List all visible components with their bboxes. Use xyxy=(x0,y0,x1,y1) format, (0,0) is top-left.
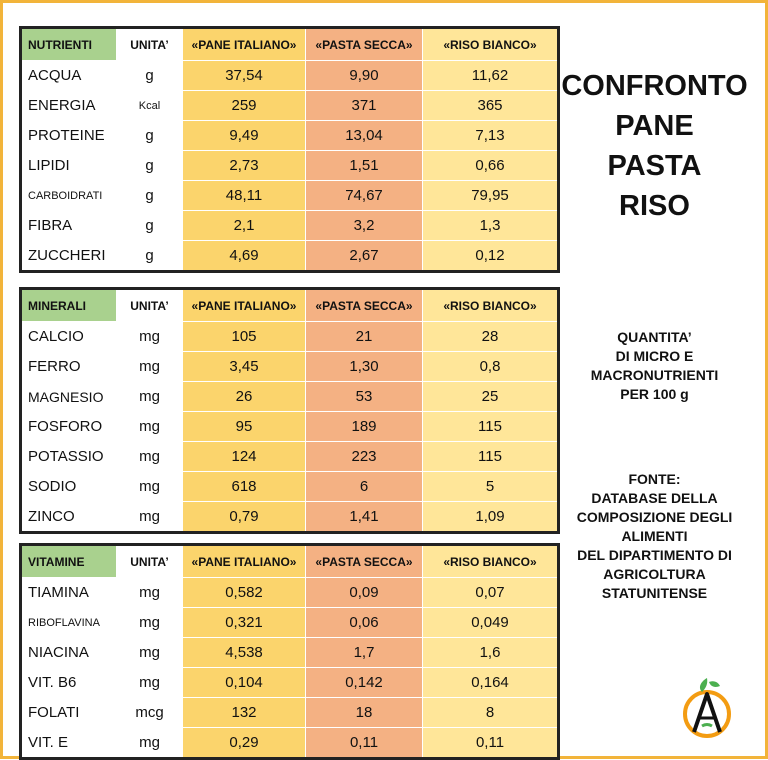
row-name: FOLATI xyxy=(21,698,117,728)
pasta-value: 9,90 xyxy=(306,61,423,91)
pane-value: 259 xyxy=(183,91,306,121)
pane-value: 124 xyxy=(183,442,306,472)
pasta-value: 13,04 xyxy=(306,121,423,151)
quantity-line: DI MICRO E xyxy=(615,348,694,364)
row-name: ZINCO xyxy=(21,502,117,533)
nutrients-table xyxy=(19,26,560,273)
pane-value: 132 xyxy=(183,698,306,728)
pane-value: 0,582 xyxy=(183,578,306,608)
unit-header: UNITA’ xyxy=(117,545,183,578)
table-row xyxy=(21,608,559,638)
riso-value: 115 xyxy=(423,442,559,472)
riso-value: 0,8 xyxy=(423,352,559,382)
pane-header: «PANE ITALIANO» xyxy=(183,545,306,578)
riso-value: 5 xyxy=(423,472,559,502)
riso-header: «RISO BIANCO» xyxy=(423,289,559,322)
pasta-value: 21 xyxy=(306,322,423,352)
pasta-value: 74,67 xyxy=(306,181,423,211)
table-row xyxy=(21,698,559,728)
letter-a-orange-logo-icon xyxy=(680,676,734,740)
row-unit: g xyxy=(117,151,183,181)
pasta-value: 0,09 xyxy=(306,578,423,608)
row-unit: mg xyxy=(117,442,183,472)
table-row xyxy=(21,61,559,91)
pasta-value: 1,51 xyxy=(306,151,423,181)
row-unit: g xyxy=(117,241,183,272)
title-line: CONFRONTO xyxy=(561,70,748,102)
row-unit: mg xyxy=(117,412,183,442)
riso-value: 1,6 xyxy=(423,638,559,668)
riso-value: 1,09 xyxy=(423,502,559,533)
nutrients-header: NUTRIENTI xyxy=(21,28,117,61)
riso-value: 79,95 xyxy=(423,181,559,211)
table-header-row xyxy=(21,289,559,322)
riso-value: 7,13 xyxy=(423,121,559,151)
riso-value: 0,66 xyxy=(423,151,559,181)
row-unit: Kcal xyxy=(117,91,183,121)
riso-value: 0,11 xyxy=(423,728,559,759)
pasta-value: 1,30 xyxy=(306,352,423,382)
table-row xyxy=(21,322,559,352)
table-row xyxy=(21,728,559,759)
row-name: ENERGIA xyxy=(21,91,117,121)
pasta-header: «PASTA SECCA» xyxy=(306,289,423,322)
vitamins-table xyxy=(19,543,560,760)
source-line: ALIMENTI xyxy=(621,528,688,544)
table-row xyxy=(21,151,559,181)
row-name: MAGNESIO xyxy=(21,382,117,412)
source-line: DATABASE DELLA xyxy=(591,490,718,506)
row-unit: mg xyxy=(117,502,183,533)
row-name: VIT. B6 xyxy=(21,668,117,698)
pane-value: 0,79 xyxy=(183,502,306,533)
riso-value: 1,3 xyxy=(423,211,559,241)
table-header-row xyxy=(21,28,559,61)
table-row xyxy=(21,578,559,608)
row-unit: g xyxy=(117,211,183,241)
pane-value: 3,45 xyxy=(183,352,306,382)
row-unit: mg xyxy=(117,382,183,412)
pasta-value: 1,41 xyxy=(306,502,423,533)
pasta-value: 6 xyxy=(306,472,423,502)
row-name: CALCIO xyxy=(21,322,117,352)
pane-value: 4,69 xyxy=(183,241,306,272)
quantity-note xyxy=(552,328,757,404)
source-line: COMPOSIZIONE DEGLI xyxy=(576,509,733,525)
pasta-value: 0,142 xyxy=(306,668,423,698)
table-row xyxy=(21,638,559,668)
table-row xyxy=(21,442,559,472)
table-row xyxy=(21,181,559,211)
table-row xyxy=(21,352,559,382)
pasta-value: 0,06 xyxy=(306,608,423,638)
pasta-value: 18 xyxy=(306,698,423,728)
minerals-table xyxy=(19,287,560,534)
pane-value: 0,29 xyxy=(183,728,306,759)
riso-header: «RISO BIANCO» xyxy=(423,545,559,578)
pasta-value: 189 xyxy=(306,412,423,442)
table-row xyxy=(21,472,559,502)
riso-value: 0,164 xyxy=(423,668,559,698)
vitamins-header: VITAMINE xyxy=(21,545,117,578)
pasta-value: 53 xyxy=(306,382,423,412)
title-line: PASTA xyxy=(607,150,702,182)
pasta-value: 371 xyxy=(306,91,423,121)
riso-value: 8 xyxy=(423,698,559,728)
pane-value: 48,11 xyxy=(183,181,306,211)
row-unit: g xyxy=(117,181,183,211)
title-line: PANE xyxy=(615,110,694,142)
row-name: FOSFORO xyxy=(21,412,117,442)
comparison-title xyxy=(552,66,757,226)
riso-value: 28 xyxy=(423,322,559,352)
row-name: VIT. E xyxy=(21,728,117,759)
pane-header: «PANE ITALIANO» xyxy=(183,289,306,322)
quantity-line: QUANTITA’ xyxy=(617,329,692,345)
pane-value: 26 xyxy=(183,382,306,412)
row-unit: mg xyxy=(117,728,183,759)
pasta-value: 0,11 xyxy=(306,728,423,759)
row-unit: g xyxy=(117,61,183,91)
row-name: LIPIDI xyxy=(21,151,117,181)
table-header-row xyxy=(21,545,559,578)
pasta-value: 223 xyxy=(306,442,423,472)
pane-value: 2,73 xyxy=(183,151,306,181)
row-unit: mg xyxy=(117,578,183,608)
title-line: RISO xyxy=(619,190,690,222)
row-unit: mg xyxy=(117,668,183,698)
row-unit: g xyxy=(117,121,183,151)
table-row xyxy=(21,121,559,151)
pane-value: 0,321 xyxy=(183,608,306,638)
row-name: FIBRA xyxy=(21,211,117,241)
row-name: FERRO xyxy=(21,352,117,382)
row-name: ACQUA xyxy=(21,61,117,91)
pasta-header: «PASTA SECCA» xyxy=(306,28,423,61)
row-unit: mg xyxy=(117,608,183,638)
pasta-value: 2,67 xyxy=(306,241,423,272)
quantity-line: MACRONUTRIENTI xyxy=(590,367,719,383)
pasta-value: 1,7 xyxy=(306,638,423,668)
riso-value: 0,07 xyxy=(423,578,559,608)
row-name: SODIO xyxy=(21,472,117,502)
unit-header: UNITA’ xyxy=(117,28,183,61)
pane-value: 2,1 xyxy=(183,211,306,241)
row-name: CARBOIDRATI xyxy=(21,181,117,211)
source-line: AGRICOLTURA xyxy=(603,566,706,582)
pasta-value: 3,2 xyxy=(306,211,423,241)
table-row xyxy=(21,211,559,241)
riso-value: 115 xyxy=(423,412,559,442)
source-line: DEL DIPARTIMENTO DI xyxy=(577,547,732,563)
source-note xyxy=(552,470,757,603)
riso-value: 25 xyxy=(423,382,559,412)
row-unit: mg xyxy=(117,472,183,502)
row-name: TIAMINA xyxy=(21,578,117,608)
row-unit: mg xyxy=(117,322,183,352)
table-row xyxy=(21,382,559,412)
riso-value: 0,049 xyxy=(423,608,559,638)
pane-value: 0,104 xyxy=(183,668,306,698)
row-unit: mg xyxy=(117,352,183,382)
riso-value: 11,62 xyxy=(423,61,559,91)
minerals-header: MINERALI xyxy=(21,289,117,322)
row-name: RIBOFLAVINA xyxy=(21,608,117,638)
pane-value: 95 xyxy=(183,412,306,442)
row-unit: mcg xyxy=(117,698,183,728)
row-unit: mg xyxy=(117,638,183,668)
riso-value: 365 xyxy=(423,91,559,121)
riso-header: «RISO BIANCO» xyxy=(423,28,559,61)
row-name: PROTEINE xyxy=(21,121,117,151)
table-row xyxy=(21,412,559,442)
pane-value: 9,49 xyxy=(183,121,306,151)
row-name: POTASSIO xyxy=(21,442,117,472)
source-line: FONTE: xyxy=(628,471,681,487)
pane-value: 4,538 xyxy=(183,638,306,668)
table-row xyxy=(21,668,559,698)
riso-value: 0,12 xyxy=(423,241,559,272)
row-name: NIACINA xyxy=(21,638,117,668)
table-row xyxy=(21,91,559,121)
pane-value: 37,54 xyxy=(183,61,306,91)
pane-value: 105 xyxy=(183,322,306,352)
table-row xyxy=(21,502,559,533)
quantity-line: PER 100 g xyxy=(620,386,689,402)
row-name: ZUCCHERI xyxy=(21,241,117,272)
unit-header: UNITA’ xyxy=(117,289,183,322)
table-row xyxy=(21,241,559,272)
pane-header: «PANE ITALIANO» xyxy=(183,28,306,61)
pasta-header: «PASTA SECCA» xyxy=(306,545,423,578)
source-line: STATUNITENSE xyxy=(601,585,708,601)
pane-value: 618 xyxy=(183,472,306,502)
